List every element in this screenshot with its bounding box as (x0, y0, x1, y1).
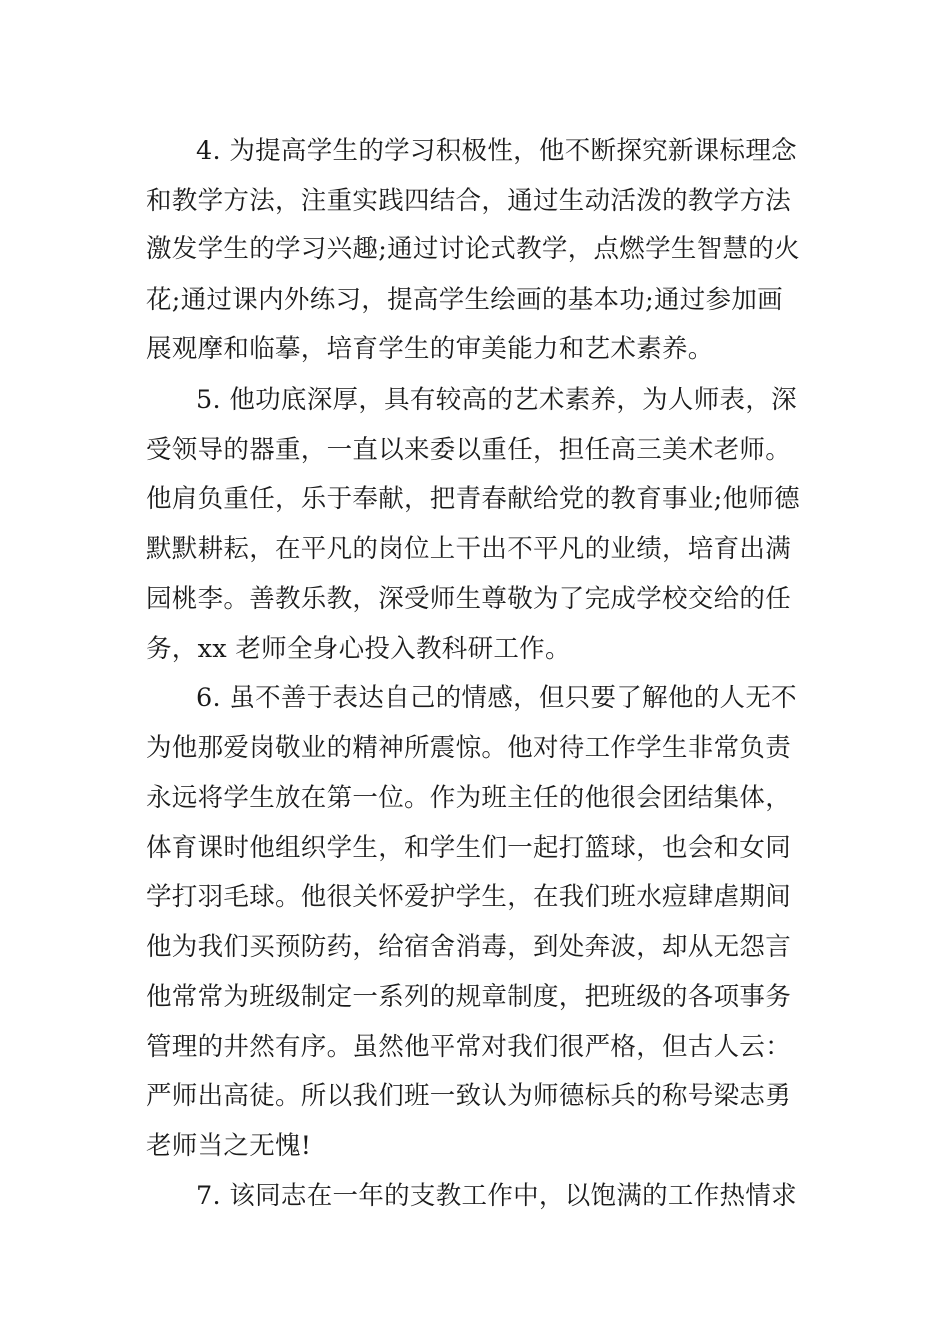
paragraph-6-line-6: 他为我们买预防药，给宿舍消毒，到处奔波，却从无怨言 (146, 932, 792, 962)
paragraph-5-line-5: 园桃李。善教乐教，深受师生尊敬为了完成学校交给的任 (146, 584, 792, 614)
paragraph-6-line-9: 严师出高徒。所以我们班一致认为师德标兵的称号梁志勇 (146, 1081, 792, 1111)
paragraph-6-line-8: 管理的井然有序。虽然他平常对我们很严格，但古人云： (146, 1032, 792, 1062)
paragraph-6-line-5: 学打羽毛球。他很关怀爱护学生，在我们班水痘肆虐期间 (146, 882, 792, 912)
paragraph-5-line-2: 受领导的器重，一直以来委以重任，担任高三美术老师。 (146, 435, 792, 465)
paragraph-6-line-3: 永远将学生放在第一位。作为班主任的他很会团结集体， (146, 783, 792, 813)
paragraph-4-line-4: 花;通过课内外练习，提高学生绘画的基本功;通过参加画 (146, 285, 783, 315)
paragraph-6-line-2: 为他那爱岗敬业的精神所震惊。他对待工作学生非常负责 (146, 733, 792, 763)
paragraph-4-line-2: 和教学方法，注重实践四结合，通过生动活泼的教学方法 (146, 186, 792, 216)
paragraph-6-line-10: 老师当之无愧! (146, 1131, 312, 1161)
paragraph-4-line-1: 4. 为提高学生的学习积极性，他不断探究新课标理念 (196, 136, 797, 166)
paragraph-4-line-3: 激发学生的学习兴趣;通过讨论式教学，点燃学生智慧的火 (146, 234, 800, 264)
paragraph-5-line-1: 5. 他功底深厚，具有较高的艺术素养，为人师表，深 (196, 385, 797, 415)
paragraph-6-line-4: 体育课时他组织学生，和学生们一起打篮球，也会和女同 (146, 833, 792, 863)
paragraph-5-line-6: 务，xx 老师全身心投入教科研工作。 (146, 634, 571, 664)
paragraph-5-line-3: 他肩负重任，乐于奉献，把青春献给党的教育事业;他师德 (146, 484, 800, 514)
paragraph-6-line-1: 6. 虽不善于表达自己的情感，但只要了解他的人无不 (196, 683, 797, 713)
paragraph-4-line-5: 展观摩和临摹，培育学生的审美能力和艺术素养。 (146, 334, 714, 364)
paragraph-6-line-7: 他常常为班级制定一系列的规章制度，把班级的各项事务 (146, 982, 792, 1012)
paragraph-7-line-1: 7. 该同志在一年的支教工作中，以饱满的工作热情求 (196, 1181, 797, 1211)
paragraph-5-line-4: 默默耕耘，在平凡的岗位上干出不平凡的业绩，培育出满 (146, 534, 792, 564)
